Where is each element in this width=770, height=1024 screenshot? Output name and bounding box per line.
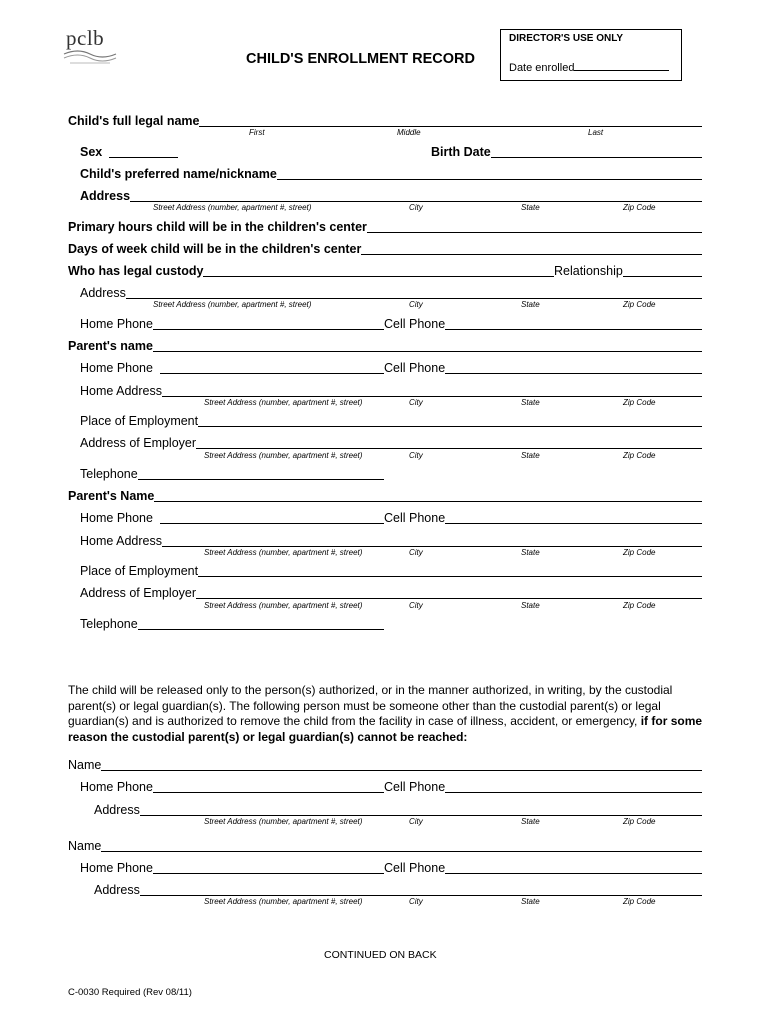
home-phone-label: Home Phone [80, 361, 153, 375]
authorized1-cell-phone-row [384, 779, 702, 794]
days-of-week-field[interactable] [361, 241, 702, 255]
telephone-label: Telephone [80, 467, 138, 481]
release-paragraph [68, 683, 708, 745]
zip-caption: Zip Code [623, 451, 656, 460]
authorized2-address-row [94, 882, 702, 897]
place-of-employment-label: Place of Employment [80, 564, 199, 578]
state-caption: State [521, 601, 540, 610]
zip-caption: Zip Code [623, 300, 656, 309]
primary-hours-field[interactable] [367, 219, 702, 233]
city-caption: City [409, 548, 423, 557]
date-enrolled-field[interactable] [574, 59, 669, 71]
relationship-row [554, 263, 702, 278]
child-full-name-field[interactable] [199, 113, 702, 127]
home-phone-label: Home Phone [80, 317, 153, 331]
days-of-week-label: Days of week child will be in the children's center [68, 242, 362, 256]
legal-custody-row [68, 263, 554, 278]
birth-date-row [431, 144, 702, 159]
parent2-name-label: Parent's Name [68, 489, 155, 503]
parent2-employer-address-field[interactable] [196, 585, 702, 599]
parent1-home-address-row [80, 383, 702, 398]
form-id: C-0030 Required (Rev 08/11) [68, 987, 192, 998]
city-caption: City [409, 398, 423, 407]
release-text: The child will be released only to the person(s) authorized, or in the manner authorized, in writing, by the custodial parent(s) or legal guardian(s). The following person must be someone other than the custodial parent(s) or legal guardian(s) and is authorized to remove the child from the facility in case of illness, accident, or emergency, [68, 683, 673, 728]
parent1-name-label: Parent's name [68, 339, 153, 353]
zip-caption: Zip Code [623, 548, 656, 557]
home-phone-label: Home Phone [80, 780, 153, 794]
parent2-name-field[interactable] [154, 488, 702, 502]
relationship-label: Relationship [554, 264, 623, 278]
nickname-field[interactable] [277, 166, 702, 180]
cell-phone-label: Cell Phone [384, 511, 446, 525]
parent1-name-row [68, 338, 702, 353]
last-caption: Last [588, 128, 604, 137]
parent1-home-phone-field[interactable] [160, 360, 384, 374]
authorized1-cell-phone-field[interactable] [445, 779, 702, 793]
home-phone-label: Home Phone [80, 861, 153, 875]
parent1-cell-phone-row [384, 360, 702, 375]
state-caption: State [521, 548, 540, 557]
street-caption: Street Address (number, apartment #, street) [204, 817, 363, 826]
city-caption: City [409, 601, 423, 610]
release-text-bold: if for some reason the custodial parent(s) or legal guardian(s) cannot be reached: [68, 714, 703, 744]
authorized2-home-phone-field[interactable] [153, 860, 384, 874]
authorized2-cell-phone-row [384, 860, 702, 875]
child-address-row [80, 188, 702, 203]
parent1-name-field[interactable] [153, 338, 702, 352]
parent2-home-phone-field[interactable] [160, 510, 384, 524]
authorized2-name-field[interactable] [101, 838, 702, 852]
date-enrolled-row [509, 59, 669, 74]
parent2-employer-address-row [80, 585, 702, 600]
zip-caption: Zip Code [623, 203, 656, 212]
street-caption: Street Address (number, apartment #, street) [153, 203, 312, 212]
parent2-telephone-field[interactable] [138, 616, 384, 630]
state-caption: State [521, 398, 540, 407]
street-caption: Street Address (number, apartment #, street) [153, 300, 312, 309]
city-caption: City [409, 451, 423, 460]
legal-custody-label: Who has legal custody [68, 264, 204, 278]
city-caption: City [409, 300, 423, 309]
cell-phone-label: Cell Phone [384, 361, 446, 375]
primary-hours-row [68, 219, 702, 234]
zip-caption: Zip Code [623, 817, 656, 826]
nickname-row [80, 166, 702, 181]
state-caption: State [521, 300, 540, 309]
zip-caption: Zip Code [623, 601, 656, 610]
child-full-name-row [68, 113, 702, 128]
custody-cell-phone-row [384, 316, 702, 331]
custody-cell-phone-field[interactable] [445, 316, 702, 330]
home-phone-label: Home Phone [80, 511, 153, 525]
first-caption: First [249, 128, 265, 137]
date-enrolled-label: Date enrolled [509, 62, 575, 74]
days-of-week-row [68, 241, 702, 256]
parent2-home-address-field[interactable] [162, 533, 702, 547]
parent2-cell-phone-row [384, 510, 702, 525]
authorized2-name-row [68, 838, 702, 853]
parent1-employment-field[interactable] [198, 413, 702, 427]
parent2-employment-field[interactable] [198, 563, 702, 577]
street-caption: Street Address (number, apartment #, street) [204, 601, 363, 610]
street-caption: Street Address (number, apartment #, street) [204, 548, 363, 557]
child-full-name-label: Child's full legal name [68, 114, 200, 128]
parent1-employer-address-row [80, 435, 702, 450]
parent1-home-address-field[interactable] [162, 383, 702, 397]
state-caption: State [521, 897, 540, 906]
directors-use-box [500, 29, 682, 81]
parent1-employment-row [80, 413, 702, 428]
cell-phone-label: Cell Phone [384, 780, 446, 794]
city-caption: City [409, 897, 423, 906]
continued-on-back: CONTINUED ON BACK [324, 949, 437, 961]
custody-home-phone-row [80, 316, 384, 331]
sex-label: Sex [80, 145, 103, 159]
authorized1-home-phone-row [80, 779, 384, 794]
state-caption: State [521, 817, 540, 826]
authorized1-address-row [94, 802, 702, 817]
parent2-home-address-row [80, 533, 702, 548]
parent1-telephone-row [80, 466, 384, 481]
authorized2-address-field[interactable] [140, 882, 702, 896]
place-of-employment-label: Place of Employment [80, 414, 199, 428]
middle-caption: Middle [397, 128, 421, 137]
logo-text: pclb [66, 26, 105, 50]
sex-row [80, 144, 178, 159]
parent2-telephone-row [80, 616, 384, 631]
city-caption: City [409, 203, 423, 212]
pclb-logo [60, 26, 122, 66]
custody-address-field[interactable] [126, 285, 702, 299]
authorized1-address-field[interactable] [140, 802, 702, 816]
nickname-label: Child's preferred name/nickname [80, 167, 277, 181]
city-caption: City [409, 817, 423, 826]
name-label: Name [68, 839, 102, 853]
page-title: CHILD'S ENROLLMENT RECORD [246, 51, 475, 67]
relationship-field[interactable] [623, 263, 702, 277]
birth-date-field[interactable] [491, 144, 702, 158]
state-caption: State [521, 451, 540, 460]
state-caption: State [521, 203, 540, 212]
address-of-employer-label: Address of Employer [80, 436, 197, 450]
child-address-label: Address [80, 189, 131, 203]
address-label: Address [94, 803, 140, 817]
parent1-telephone-field[interactable] [138, 466, 384, 480]
directors-use-title: DIRECTOR'S USE ONLY [509, 33, 624, 44]
name-label: Name [68, 758, 102, 772]
street-caption: Street Address (number, apartment #, street) [204, 897, 363, 906]
parent2-name-row [68, 488, 702, 503]
zip-caption: Zip Code [623, 897, 656, 906]
authorized1-home-phone-field[interactable] [153, 779, 384, 793]
zip-caption: Zip Code [623, 398, 656, 407]
parent1-home-phone-row [80, 360, 384, 375]
custody-address-label: Address [80, 286, 126, 300]
authorized2-home-phone-row [80, 860, 384, 875]
telephone-label: Telephone [80, 617, 138, 631]
parent1-cell-phone-field[interactable] [445, 360, 702, 374]
home-address-label: Home Address [80, 384, 162, 398]
parent2-cell-phone-field[interactable] [445, 510, 702, 524]
street-caption: Street Address (number, apartment #, street) [204, 398, 363, 407]
authorized1-name-field[interactable] [101, 757, 702, 771]
parent1-employer-address-field[interactable] [196, 435, 702, 449]
street-caption: Street Address (number, apartment #, street) [204, 451, 363, 460]
cell-phone-label: Cell Phone [384, 317, 446, 331]
parent2-home-phone-row [80, 510, 384, 525]
custody-home-phone-field[interactable] [153, 316, 384, 330]
address-label: Address [94, 883, 140, 897]
parent2-employment-row [80, 563, 702, 578]
custody-address-row [80, 285, 702, 300]
child-address-field[interactable] [130, 188, 702, 202]
legal-custody-field[interactable] [203, 263, 554, 277]
sex-field[interactable] [109, 144, 178, 158]
address-of-employer-label: Address of Employer [80, 586, 197, 600]
home-address-label: Home Address [80, 534, 162, 548]
logo-wave-icon [60, 48, 122, 66]
birth-date-label: Birth Date [431, 145, 491, 159]
cell-phone-label: Cell Phone [384, 861, 446, 875]
authorized2-cell-phone-field[interactable] [445, 860, 702, 874]
authorized1-name-row [68, 757, 702, 772]
primary-hours-label: Primary hours child will be in the children's center [68, 220, 367, 234]
